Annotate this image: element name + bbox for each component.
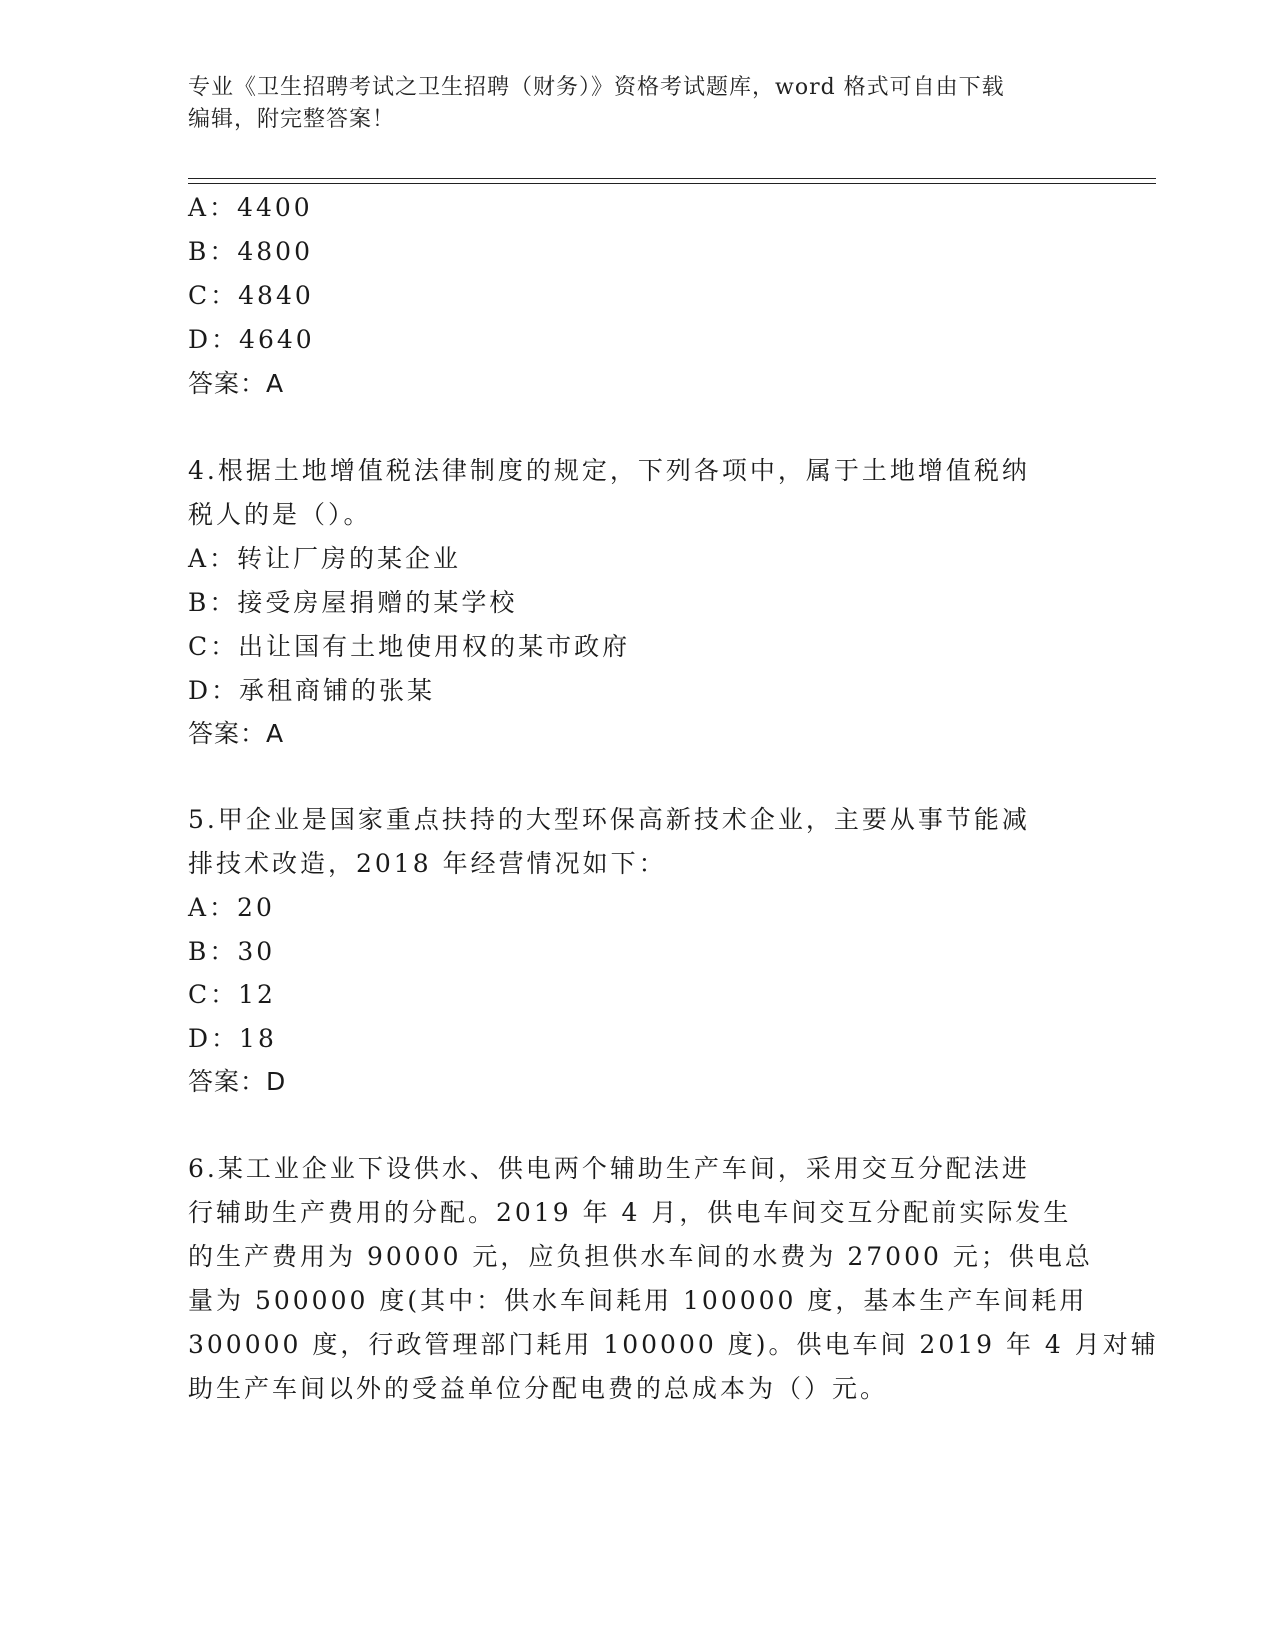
q5-stem-line-2: 排技术改造，2018 年经营情况如下： bbox=[188, 849, 667, 878]
header-line-2: 编辑，附完整答案！ bbox=[188, 107, 396, 132]
q6-stem-line-6: 助生产车间以外的受益单位分配电费的总成本为（）元。 bbox=[188, 1374, 889, 1403]
q6-stem-line-3: 的生产费用为 90000 元，应负担供水车间的水费为 27000 元；供电总 bbox=[188, 1242, 1093, 1271]
q4-stem-line-2: 税人的是（）。 bbox=[188, 500, 372, 529]
q4-option-d: D：承租商铺的张某 bbox=[188, 676, 436, 705]
q3-answer: 答案：A bbox=[188, 369, 285, 398]
q5-option-b: B：30 bbox=[188, 937, 276, 966]
q4-answer: 答案：A bbox=[188, 719, 285, 748]
q5-answer: 答案：D bbox=[188, 1067, 287, 1096]
header-rule-top bbox=[188, 178, 1156, 179]
q3-option-a: A：4400 bbox=[188, 193, 313, 222]
q5-option-a: A：20 bbox=[188, 893, 275, 922]
q6-stem-line-5: 300000 度，行政管理部门耗用 100000 度)。供电车间 2019 年 4 月对辅 bbox=[188, 1330, 1159, 1359]
q4-option-a: A：转让厂房的某企业 bbox=[188, 544, 462, 573]
q6-stem-line-1: 6.某工业企业下设供水、供电两个辅助生产车间，采用交互分配法进 bbox=[188, 1154, 1030, 1183]
q4-option-b: B：接受房屋捐赠的某学校 bbox=[188, 588, 518, 617]
q5-stem-line-1: 5.甲企业是国家重点扶持的大型环保高新技术企业，主要从事节能减 bbox=[188, 805, 1030, 834]
q3-option-c: C：4840 bbox=[188, 281, 314, 310]
q4-stem-line-1: 4.根据土地增值税法律制度的规定，下列各项中，属于土地增值税纳 bbox=[188, 456, 1030, 485]
q3-option-b: B：4800 bbox=[188, 237, 313, 266]
q5-option-c: C：12 bbox=[188, 980, 276, 1009]
header-line-1: 专业《卫生招聘考试之卫生招聘（财务）》资格考试题库，word 格式可自由下载 bbox=[188, 75, 1005, 100]
q4-option-c: C：出让国有土地使用权的某市政府 bbox=[188, 632, 631, 661]
q6-stem-line-4: 量为 500000 度(其中：供水车间耗用 100000 度，基本生产车间耗用 bbox=[188, 1286, 1088, 1315]
q6-stem-line-2: 行辅助生产费用的分配。2019 年 4 月，供电车间交互分配前实际发生 bbox=[188, 1198, 1072, 1227]
header-rule-bottom bbox=[188, 183, 1156, 184]
document-header bbox=[188, 72, 1068, 136]
q5-option-d: D：18 bbox=[188, 1024, 277, 1053]
q3-option-d: D：4640 bbox=[188, 325, 315, 354]
